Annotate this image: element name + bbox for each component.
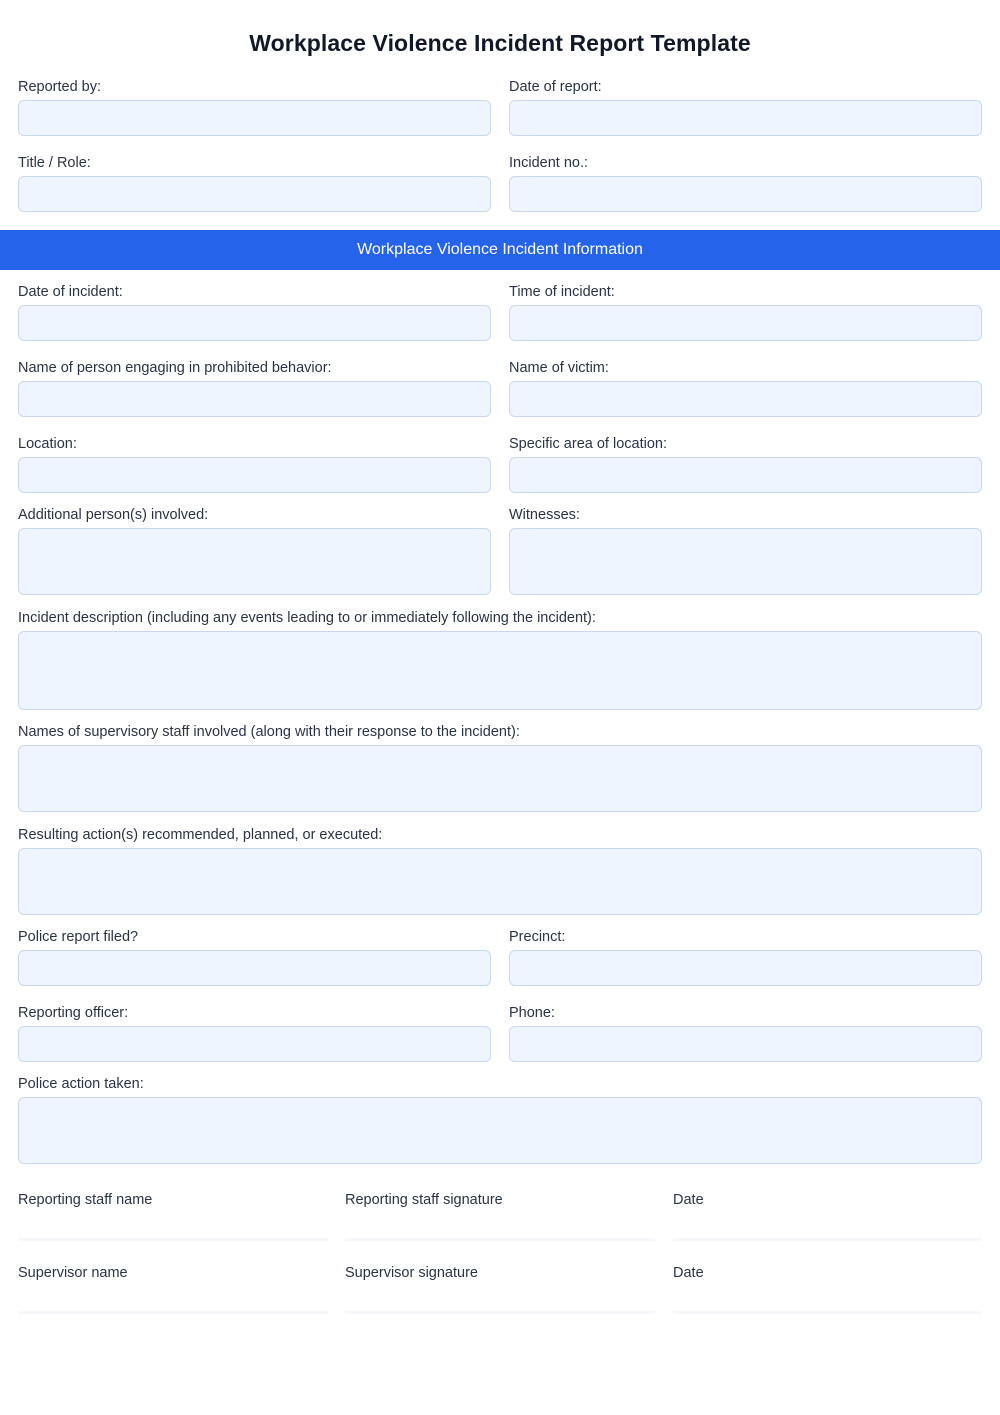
person-prohibited-label: Name of person engaging in prohibited behavior:	[18, 360, 332, 376]
additional-persons-field[interactable]	[18, 528, 491, 595]
phone-label: Phone:	[509, 1005, 555, 1021]
precinct-field[interactable]	[509, 950, 982, 986]
witnesses-label: Witnesses:	[509, 507, 580, 523]
reporting-staff-signature-label: Reporting staff signature	[345, 1192, 503, 1208]
incident-no-label: Incident no.:	[509, 155, 588, 171]
supervisor-name-label: Supervisor name	[18, 1265, 128, 1281]
specific-area-label: Specific area of location:	[509, 436, 667, 452]
phone-field[interactable]	[509, 1026, 982, 1062]
police-action-label: Police action taken:	[18, 1076, 144, 1092]
reported-by-field[interactable]	[18, 100, 491, 136]
date-of-incident-label: Date of incident:	[18, 284, 123, 300]
description-label: Incident description (including any events leading to or immediately following the incident):	[18, 610, 596, 626]
date-2-line[interactable]	[673, 1311, 982, 1314]
incident-no-field[interactable]	[509, 176, 982, 212]
supervisory-staff-label: Names of supervisory staff involved (along with their response to the incident):	[18, 724, 520, 740]
reported-by-label: Reported by:	[18, 79, 102, 95]
time-of-incident-field[interactable]	[509, 305, 982, 341]
form-title: Workplace Violence Incident Report Template	[249, 30, 751, 56]
victim-label: Name of victim:	[509, 360, 609, 376]
date-1-line[interactable]	[673, 1238, 982, 1241]
resulting-actions-label: Resulting action(s) recommended, planned, or executed:	[18, 827, 383, 843]
reporting-staff-signature-line[interactable]	[345, 1238, 655, 1241]
supervisor-name-line[interactable]	[18, 1311, 328, 1314]
police-report-label: Police report filed?	[18, 929, 139, 945]
date-of-report-label: Date of report:	[509, 79, 602, 95]
victim-field[interactable]	[509, 381, 982, 417]
section-banner: Workplace Violence Incident Information	[0, 230, 1000, 270]
police-action-field[interactable]	[18, 1097, 982, 1164]
person-prohibited-field[interactable]	[18, 381, 491, 417]
resulting-actions-field[interactable]	[18, 848, 982, 915]
reporting-staff-name-line[interactable]	[18, 1238, 328, 1241]
supervisor-signature-line[interactable]	[345, 1311, 655, 1314]
supervisor-signature-label: Supervisor signature	[345, 1265, 478, 1281]
reporting-staff-name-label: Reporting staff name	[18, 1192, 153, 1208]
precinct-label: Precinct:	[509, 929, 566, 945]
date-2-label: Date	[673, 1265, 704, 1281]
additional-persons-label: Additional person(s) involved:	[18, 507, 209, 523]
reporting-officer-field[interactable]	[18, 1026, 491, 1062]
police-report-field[interactable]	[18, 950, 491, 986]
supervisory-staff-field[interactable]	[18, 745, 982, 812]
title-role-field[interactable]	[18, 176, 491, 212]
specific-area-field[interactable]	[509, 457, 982, 493]
witnesses-field[interactable]	[509, 528, 982, 595]
date-1-label: Date	[673, 1192, 704, 1208]
date-of-incident-field[interactable]	[18, 305, 491, 341]
date-of-report-field[interactable]	[509, 100, 982, 136]
time-of-incident-label: Time of incident:	[509, 284, 615, 300]
description-field[interactable]	[18, 631, 982, 710]
location-label: Location:	[18, 436, 77, 452]
title-role-label: Title / Role:	[18, 155, 91, 171]
location-field[interactable]	[18, 457, 491, 493]
reporting-officer-label: Reporting officer:	[18, 1005, 129, 1021]
